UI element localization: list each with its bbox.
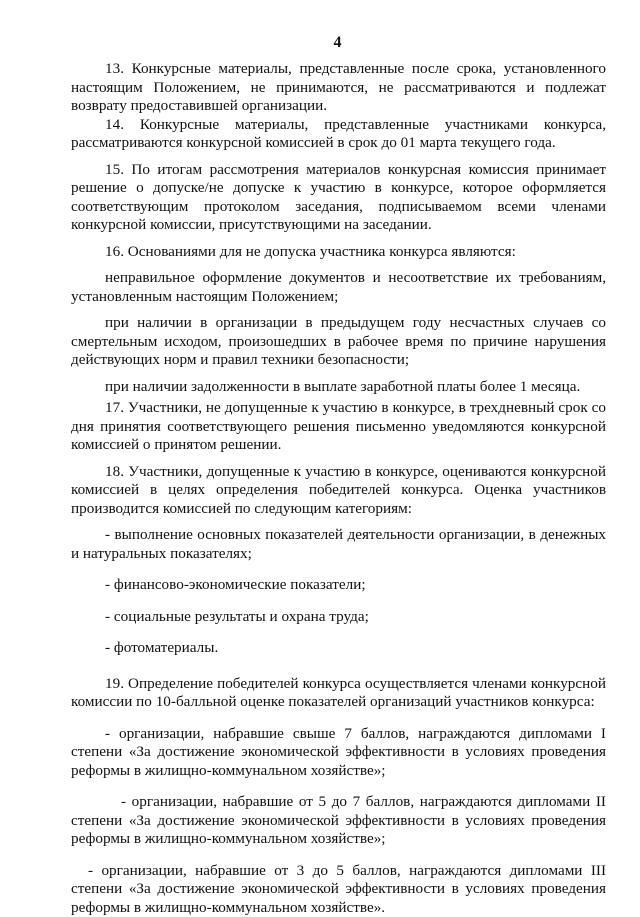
award-diploma-1: - организации, набравшие свыше 7 баллов, награждаются дипломами I степени «За достижение экономической эффективности в условиях проведения реформы в жилищно-коммунальном хозяйстве»; — [71, 725, 606, 781]
clause-19: 19. Определение победителей конкурса осуществляется членами конкурсной комиссии по 10-балльной оценке показателей организаций участников конкурса: — [71, 675, 606, 712]
clause-16-reason-2: при наличии в организации в предыдущем году несчастных случаев со смертельным исходом, произошедших в рабочее время по причине нарушения действующих норм и правил техники безопасности; — [71, 314, 606, 370]
award-diploma-2: - организации, набравшие от 5 до 7 баллов, награждаются дипломами II степени «За достижение экономической эффективности в условиях проведения реформы в жилищно-коммунальном хозяйстве»; — [71, 793, 606, 849]
category-item-1: - выполнение основных показателей деятельности организации, в денежных и натуральных показателях; — [71, 526, 606, 563]
award-diploma-3: - организации, набравшие от 3 до 5 баллов, награждаются дипломами III степени «За достижение экономической эффективности в условиях проведения реформы в жилищно-коммунальном хозяйстве». — [71, 862, 606, 917]
clause-18: 18. Участники, допущенные к участию в конкурсе, оцениваются конкурсной комиссией в целях определения победителей конкурса. Оценка участников производится комиссией по следующим категориям: — [71, 463, 606, 519]
clause-17: 17. Участники, не допущенные к участию в конкурсе, в трехдневный срок со дня принятия соответствующего решения письменно уведомляются конкурсной комиссией о принятом решении. — [71, 399, 606, 455]
page-number: 4 — [69, 0, 606, 56]
clause-16-reason-1: неправильное оформление документов и несоответствие их требованиям, установленным настоящим Положением; — [71, 269, 606, 306]
category-item-2: - финансово-экономические показатели; — [71, 576, 606, 595]
clause-13: 13. Конкурсные материалы, представленные после срока, установленного настоящим Положением, не принимаются, не рассматриваются и подлежат возврату предоставившей организации. — [71, 60, 606, 116]
category-item-4: - фотоматериалы. — [71, 639, 606, 658]
clause-16: 16. Основаниями для не допуска участника конкурса являются: — [71, 243, 606, 262]
clause-14: 14. Конкурсные материалы, представленные участниками конкурса, рассматриваются конкурсной комиссией в срок до 01 марта текущего года. — [71, 116, 606, 153]
category-item-3: - социальные результаты и охрана труда; — [71, 608, 606, 627]
clause-15: 15. По итогам рассмотрения материалов конкурсная комиссия принимает решение о допуске/не допуске к участию в конкурсе, которое оформляется соответствующим протоколом заседания, подписываемом всеми членами конкурсной комиссии, присутствующими на заседании. — [71, 161, 606, 235]
document-body — [71, 60, 606, 917]
clause-16-reason-3: при наличии задолженности в выплате заработной платы более 1 месяца. — [71, 378, 606, 397]
